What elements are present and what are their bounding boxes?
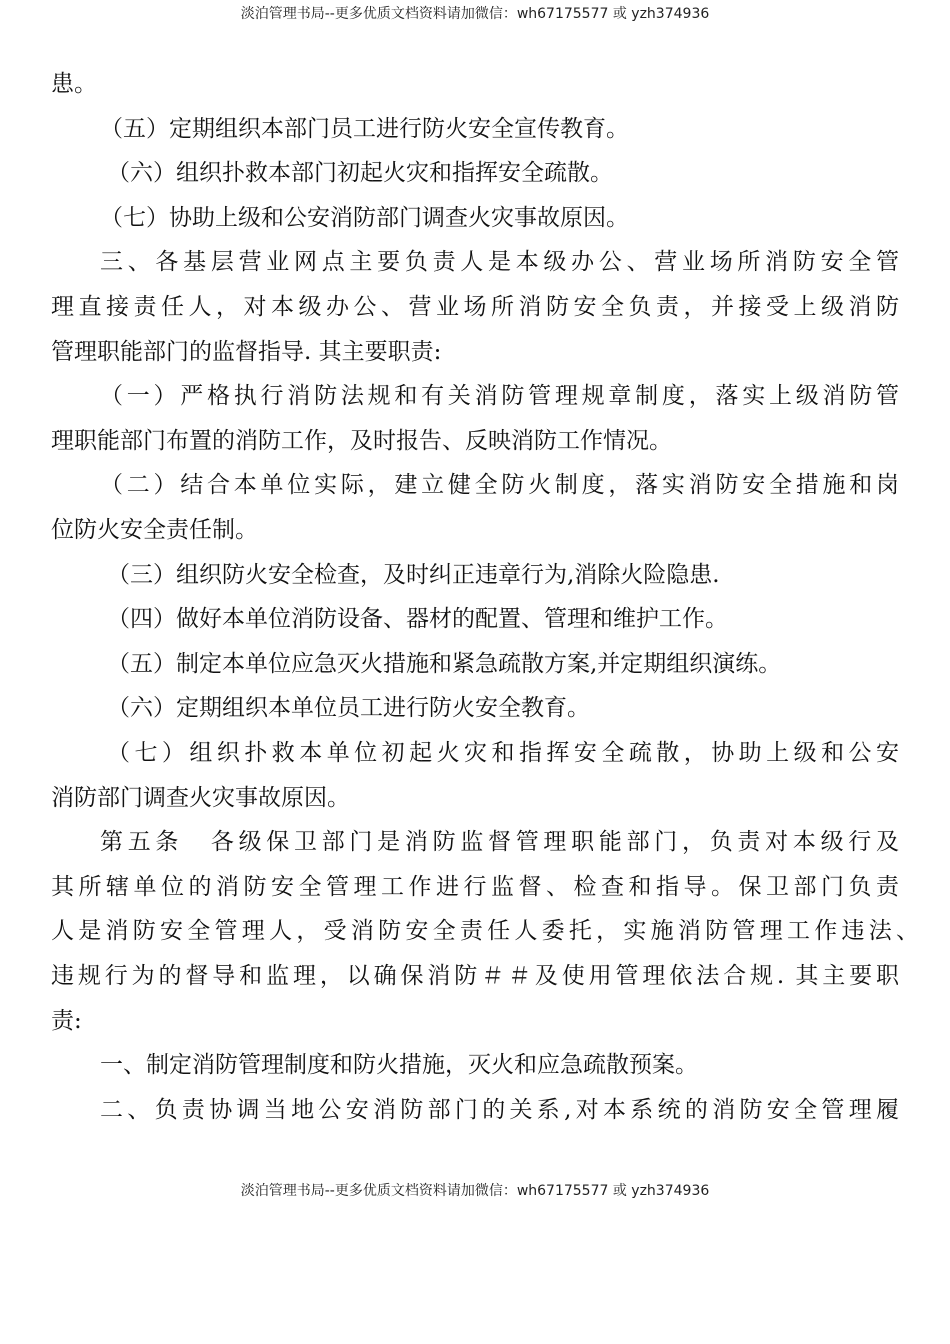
- text-line: 二、负责协调当地公安消防部门的关系,对本系统的消防安全管理履: [100, 1097, 899, 1123]
- text-line: 位防火安全责任制。: [51, 517, 258, 543]
- text-line: 人是消防安全管理人，受消防安全责任人委托，实施消防管理工作违法、: [51, 918, 919, 944]
- text-line: （五）定期组织本部门员工进行防火安全宣传教育。: [100, 116, 629, 142]
- text-line: （六）组织扑救本部门初起火灾和指挥安全疏散。: [107, 160, 613, 186]
- text-line: （一）严格执行消防法规和有关消防管理规章制度，落实上级消防管: [100, 383, 899, 409]
- text-line: （六）定期组织本单位员工进行防火安全教育。: [107, 695, 590, 721]
- page-footer-watermark: 淡泊管理书局--更多优质文档资料请加微信：wh67175577 或 yzh374936: [240, 1183, 710, 1199]
- text-line: 理职能部门布置的消防工作，及时报告、反映消防工作情况。: [51, 428, 672, 454]
- text-line: 第五条 各级保卫部门是消防监督管理职能部门，负责对本级行及: [100, 829, 899, 855]
- text-line: （七）组织扑救本单位初起火灾和指挥安全疏散，协助上级和公安: [107, 740, 899, 766]
- text-line: 其所辖单位的消防安全管理工作进行监督、检查和指导。保卫部门负责: [51, 874, 899, 900]
- text-line: 责:: [51, 1008, 82, 1034]
- text-line: 理直接责任人，对本级办公、营业场所消防安全负责，并接受上级消防: [51, 294, 899, 320]
- text-line: 一、制定消防管理制度和防火措施，灭火和应急疏散预案。: [100, 1052, 698, 1078]
- text-line: 三、各基层营业网点主要负责人是本级办公、营业场所消防安全管: [100, 249, 899, 275]
- text-line: （七）协助上级和公安消防部门调查火灾事故原因。: [100, 205, 629, 231]
- text-line: （五）制定本单位应急灭火措施和紧急疏散方案,并定期组织演练。: [107, 651, 782, 677]
- text-line: （四）做好本单位消防设备、器材的配置、管理和维护工作。: [107, 606, 728, 632]
- text-line: 违规行为的督导和监理，以确保消防＃＃及使用管理依法合规. 其主要职: [51, 963, 899, 989]
- text-line: （二）结合本单位实际，建立健全防火制度，落实消防安全措施和岗: [100, 472, 899, 498]
- text-line: （三）组织防火安全检查，及时纠正违章行为,消除火险隐患.: [107, 562, 720, 588]
- text-line: 消防部门调查火灾事故原因。: [51, 785, 350, 811]
- text-line: 患。: [51, 71, 97, 97]
- text-line: 管理职能部门的监督指导. 其主要职责:: [51, 339, 442, 365]
- page-header-watermark: 淡泊管理书局--更多优质文档资料请加微信：wh67175577 或 yzh374936: [240, 6, 710, 22]
